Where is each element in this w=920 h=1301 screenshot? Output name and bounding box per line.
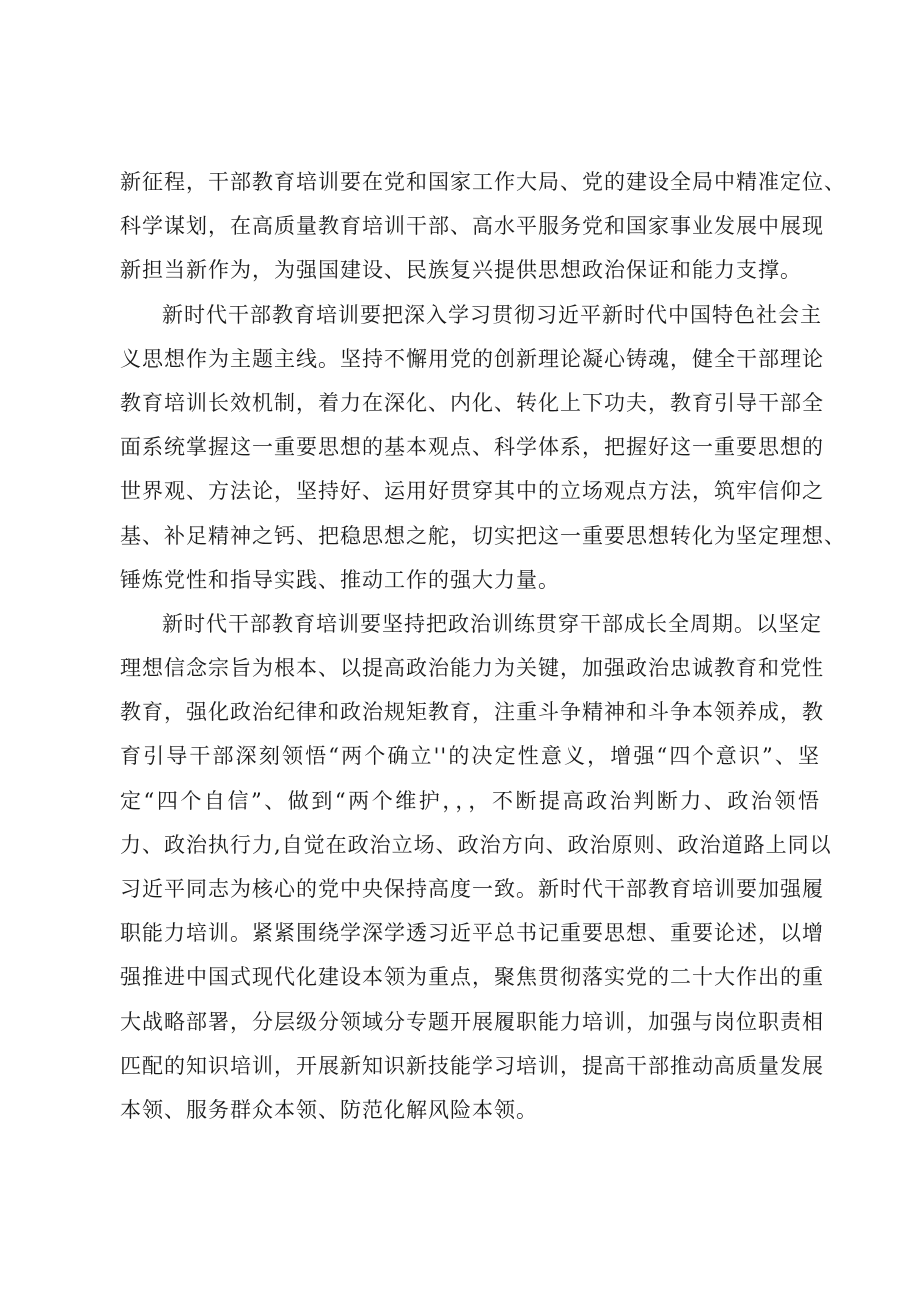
paragraph-line: 教育，强化政治纪律和政治规矩教育，注重斗争精神和斗争本领养成，教 — [120, 700, 824, 725]
paragraph-line: 教育培训长效机制，着力在深化、内化、转化上下功夫，教育引导干部全 — [120, 390, 824, 415]
paragraph-line: 力、政治执行力,自觉在政治立场、政治方向、政治原则、政治道路上同以 — [120, 832, 832, 857]
paragraph-line: 基、补足精神之钙、把稳思想之舵，切实把这一重要思想转化为坚定理想、 — [120, 523, 846, 548]
paragraph-2 — [120, 293, 846, 602]
paragraph-line: 新担当新作为，为强国建设、民族复兴提供思想政治保证和能力支撑。 — [120, 258, 802, 283]
paragraph-line: 锤炼党性和指导实践、推动工作的强大力量。 — [120, 567, 560, 592]
paragraph-line: 本领、服务群众本领、防范化解风险本领。 — [120, 1097, 538, 1122]
paragraph-line: 新征程，干部教育培训要在党和国家工作大局、党的建设全局中精准定位、 — [120, 170, 846, 194]
paragraph-line: 职能力培训。紧紧围绕学深学透习近平总书记重要思想、重要论述，以增 — [120, 921, 824, 946]
paragraph-line: 定“四个自信”、做到“两个维护，，，不断提高政治判断力、政治领悟 — [120, 788, 820, 813]
paragraph-line: 科学谋划，在高质量教育培训干部、高水平服务党和国家事业发展中展现 — [120, 214, 824, 239]
paragraph-line: 育引导干部深刻领悟“两个确立''的决定性意义，增强“四个意识”、坚 — [120, 744, 820, 769]
paragraph-line: 新时代干部教育培训要坚持把政治训练贯穿干部成长全周期。以坚定 — [162, 611, 822, 636]
paragraph-3 — [120, 602, 832, 1132]
paragraph-line: 新时代干部教育培训要把深入学习贯彻习近平新时代中国特色社会主 — [162, 302, 822, 327]
paragraph-line: 强推进中国式现代化建设本领为重点，聚焦贯彻落实党的二十大作出的重 — [120, 965, 824, 990]
paragraph-line: 理想信念宗旨为根本、以提高政治能力为关键，加强政治忠诚教育和党性 — [120, 656, 824, 681]
paragraph-line: 世界观、方法论，坚持好、运用好贯穿其中的立场观点方法，筑牢信仰之 — [120, 479, 824, 504]
paragraph-line: 面系统掌握这一重要思想的基本观点、科学体系，把握好这一重要思想的 — [120, 435, 824, 460]
paragraph-1 — [120, 160, 846, 293]
paragraph-line: 习近平同志为核心的党中央保持高度一致。新时代干部教育培训要加强履 — [120, 877, 824, 901]
paragraph-line: 大战略部署，分层级分领域分专题开展履职能力培训，加强与岗位职责相 — [120, 1009, 824, 1034]
paragraph-line: 匹配的知识培训，开展新知识新技能学习培训，提高干部推动高质量发展 — [120, 1053, 824, 1078]
document-body — [120, 160, 846, 1132]
paragraph-line: 义思想作为主题主线。坚持不懈用党的创新理论凝心铸魂，健全干部理论 — [120, 346, 824, 371]
